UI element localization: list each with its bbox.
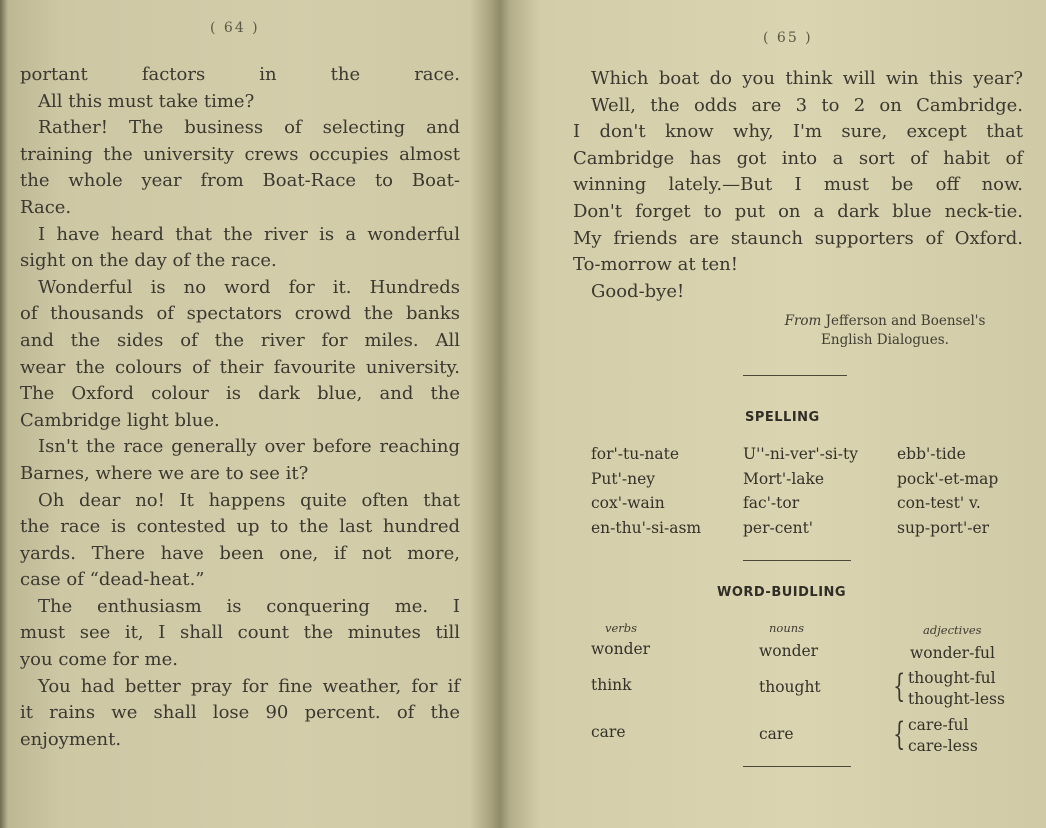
adjective-cell: care-less [908,737,978,755]
text-line: enjoyment. [20,728,122,750]
spelling-heading: SPELLING [745,410,820,425]
right-page [505,0,1046,828]
text-line: of thousands of spectators crowd the banks [20,303,460,325]
text-line: it rains we shall lose 90 percent. of the [20,702,460,724]
text-line: the whole year from Boat-Race to Boat- [20,170,460,192]
nouns-header: nouns [769,621,805,635]
text-line: training the university crews occupies almost [20,143,460,165]
text-line: portant factors in the race. [20,64,460,85]
left-page-text [20,62,460,753]
spelling-word: for'-tu-nate [591,445,680,463]
text-line: Rather! The business of selecting and [38,117,460,139]
text-line: My friends are staunch supporters of Oxford. [573,227,1023,249]
spelling-word: Put'-ney [591,469,656,488]
text-line: wear the colours of their favourite university. [20,356,460,378]
text-line: Race. [20,196,72,218]
spelling-word: cox'-wain [591,494,665,512]
text-line: Cambridge light blue. [20,409,220,431]
spelling-word: ebb'-tide [897,445,966,463]
spelling-column-1 [591,442,701,540]
brace-icon: { [893,667,906,705]
spelling-word: fac'-tor [743,494,800,512]
text-line: case of “dead-heat.” [20,569,205,591]
spelling-column-3 [897,442,998,540]
text-line: must see it, I shall count the minutes till [20,622,460,644]
text-line: Oh dear no! It happens quite often that [38,489,460,511]
credit-source: Jefferson and Boensel's [825,313,986,329]
divider [743,375,847,376]
text-line: Good-bye! [591,280,685,302]
source-credit [765,312,1005,350]
text-line: Don't forget to put on a dark blue neck-tie. [573,200,1023,222]
noun-cell: thought [759,678,821,696]
text-line: I have heard that the river is a wonderful [38,223,460,245]
noun-cell: wonder [759,642,819,660]
spelling-word: en-thu'-si-asm [591,518,702,537]
spelling-word: Mort'-lake [743,469,825,488]
verb-cell: think [591,676,632,694]
page-number: ( 65 ) [763,30,813,46]
text-line: To-morrow at ten! [573,254,739,276]
adjective-cell: care-ful [908,716,969,734]
verb-cell: care [591,723,626,741]
text-line: Well, the odds are 3 to 2 on Cambridge. [591,94,1023,116]
divider [743,766,851,767]
adjective-cell: thought-less [908,690,1005,708]
text-line: winning lately.—But I must be off now. [573,174,1023,196]
credit-from: From [784,313,822,329]
text-line: and the sides of the river for miles. All [20,329,460,351]
text-line: Wonderful is no word for it. Hundreds [38,276,460,298]
text-line: I don't know why, I'm sure, except that [573,121,1023,143]
verbs-header: verbs [605,621,638,635]
text-line: Isn't the race generally over before reaching [38,436,460,458]
text-line: All this must take time? [38,90,255,112]
spelling-word: per-cent' [743,518,814,537]
adjective-cell: wonder-ful [910,644,996,662]
verb-cell: wonder [591,640,651,658]
adjectives-header: adjectives [923,623,982,637]
left-page [0,0,495,828]
credit-source-line2: English Dialogues. [821,332,949,348]
text-line: Cambridge has got into a sort of habit of [573,147,1023,169]
noun-cell: care [759,725,794,743]
text-line: you come for me. [20,649,178,671]
page-number: ( 64 ) [210,20,260,36]
text-line: the race is contested up to the last hundred [20,516,460,538]
text-line: The Oxford colour is dark blue, and the [20,383,460,405]
adjective-cell: thought-ful [908,669,996,687]
spelling-word: pock'-et-map [897,469,999,488]
text-line: Barnes, where we are to see it? [20,462,309,484]
text-line: sight on the day of the race. [20,250,277,272]
spelling-word: U''-ni-ver'-si-ty [743,445,858,463]
text-line: Which boat do you think will win this year? [591,68,1023,89]
word-building-heading: WORD-BUIDLING [717,585,847,600]
spelling-word: sup-port'-er [897,518,990,537]
spelling-column-2 [743,442,858,540]
right-page-text [573,66,1023,305]
divider [743,560,851,561]
brace-icon: { [893,715,906,753]
spelling-word: con-test' v. [897,494,981,512]
text-line: You had better pray for fine weather, for if [38,675,460,697]
text-line: yards. There have been one, if not more, [20,542,460,564]
text-line: The enthusiasm is conquering me. I [38,595,460,617]
